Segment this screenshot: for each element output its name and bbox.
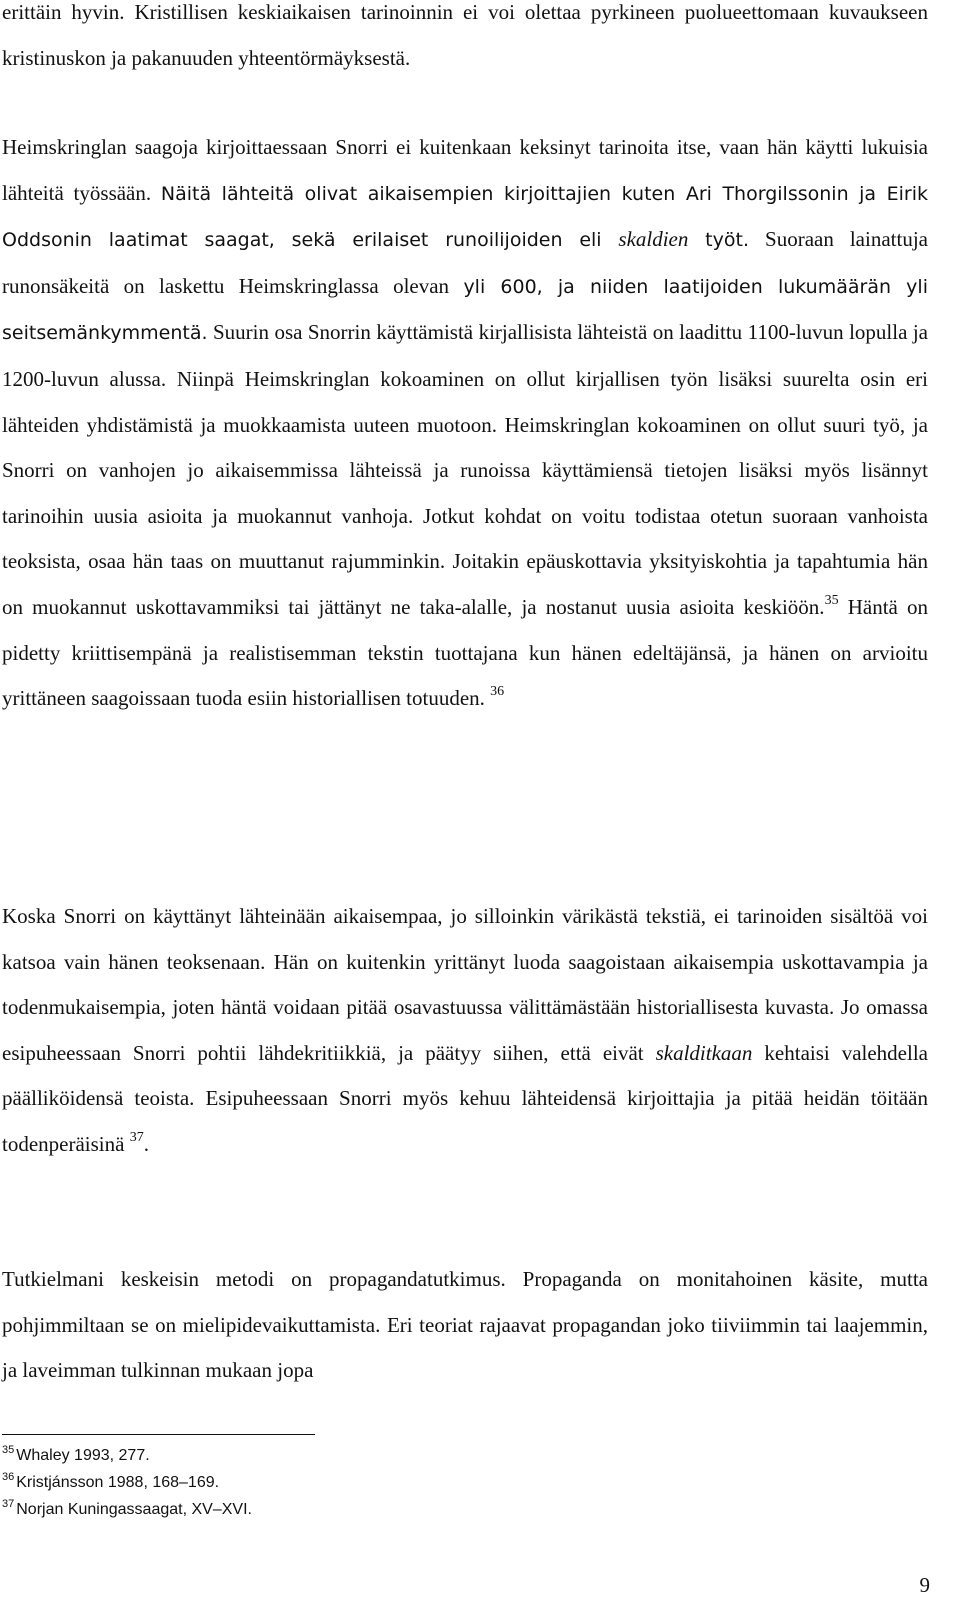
text-run: yli 600, ja niiden laatijoiden lukumäärän yli seitsemänkymmentä. bbox=[2, 275, 928, 345]
footnote-reference: 36 bbox=[490, 684, 505, 700]
italic-term: skalditkaan bbox=[655, 1040, 753, 1065]
italic-term: skaldien bbox=[618, 227, 689, 252]
footnote-divider bbox=[2, 1434, 315, 1435]
text-run: Tutkielmani keskeisin metodi on propagandatutkimus. Propaganda on monitahoinen käsite, mutta pohjimmiltaan se on mielipidevaikuttamista. Eri teoriat rajaavat propagandan joko tiiviimmin tai laajemmin, ja laveimman tulkinnan mukaan jopa bbox=[2, 1267, 928, 1383]
page-number: 9 bbox=[919, 1573, 930, 1597]
footnote-36 bbox=[2, 1469, 252, 1496]
footnote-reference: 37 bbox=[129, 1129, 144, 1145]
footnote-number: 35 bbox=[2, 1444, 15, 1456]
text-run: . bbox=[143, 1131, 149, 1156]
body-paragraph-2 bbox=[2, 125, 928, 722]
footnote-number: 36 bbox=[2, 1471, 15, 1483]
text-run: erittäin hyvin. Kristillisen keskiaikaisen tarinoinnin ei voi olettaa pyrkineen puolueettomaan kuvaukseen kristinuskon ja pakanuuden yhteentörmäyksestä. bbox=[2, 0, 928, 70]
text-run: Koska Snorri on käyttänyt lähteinään aikaisempaa, jo silloinkin värikästä tekstiä, ei tarinoiden sisältöä voi katsoa vain hänen teoksenaan. Hän on kuitenkin yrittänyt luoda saagoistaan aikaisempia uskottavampia ja todenmukaisempia, joten häntä voidaan pitää osavastuussa välittämästään historiallisesta kuvasta. Jo omassa esipuheessaan Snorri pohtii lähdekritiikkiä, ja päätyy siihen, että eivät bbox=[2, 904, 928, 1065]
footnote-text: Norjan Kuningassaagat, XV–XVI. bbox=[16, 1501, 252, 1518]
text-run: Suurin osa Snorrin käyttämistä kirjallisista lähteistä on laadittu 1100-luvun lopulla ja 1200-luvun alussa. Niinpä Heimskringlan kokoaminen on ollut kirjallisen työn lisäksi suurelta osin eri lähteiden yhdistämistä ja muokkaamista uuteen muotoon. Heimskringlan kokoaminen on ollut suuri työ, ja Snorri on vanhojen jo aikaisemmissa lähteissä ja runoissa käyttämiensä tietojen lisäksi myös lisännyt tarinoihin uusia asioita ja muokannut vanhoja. Jotkut kohdat on voitu todistaa otetun suoraan vanhoista teoksista, osaa hän taas on muuttanut rajumminkin. Joitakin epäuskottavia yksityiskohtia ja tapahtumia hän on muokannut uskottavammiksi tai jättänyt ne taka-alalle, ja nostanut uusia asioita keskiöön. bbox=[2, 320, 928, 619]
text-run: työt. bbox=[688, 229, 749, 252]
text-run: Häntä on pidetty kriittisempänä ja realistisemman tekstin tuottajana kun hänen edeltäjänsä, ja hänen on arvioitu yrittäneen saagoissaan tuoda esiin historiallisen totuuden. bbox=[2, 594, 928, 711]
body-paragraph-3 bbox=[2, 894, 928, 1168]
text-run: Näitä lähteitä olivat aikaisempien kirjoittajien kuten Ari Thorgilssonin ja Eirik Oddsonin laatimat saagat, sekä erilaiset runoilijoiden eli bbox=[2, 182, 929, 252]
footnote-number: 37 bbox=[2, 1498, 15, 1510]
footnote-reference: 35 bbox=[824, 592, 839, 608]
footnote-35 bbox=[2, 1442, 252, 1469]
text-run: kehtaisi valehdella päälliköidensä teoista. Esipuheessaan Snorri myös kehuu lähteidensä kirjoittajia ja pitää heidän töitään todenperäisinä bbox=[2, 1040, 928, 1156]
footnote-text: Whaley 1993, 277. bbox=[16, 1447, 150, 1464]
body-paragraph-1 bbox=[2, 0, 928, 81]
text-run: Suoraan lainattuja runonsäkeitä on laskettu Heimskringlassa olevan bbox=[2, 227, 928, 298]
footnotes bbox=[2, 1442, 252, 1523]
text-run: Heimskringlan saagoja kirjoittaessaan Snorri ei kuitenkaan keksinyt tarinoita itse, vaan hän käytti lukuisia lähteitä työssään. bbox=[2, 135, 928, 205]
footnote-37 bbox=[2, 1496, 252, 1523]
footnote-text: Kristjánsson 1988, 168–169. bbox=[16, 1474, 220, 1491]
body-paragraph-4 bbox=[2, 1257, 928, 1394]
